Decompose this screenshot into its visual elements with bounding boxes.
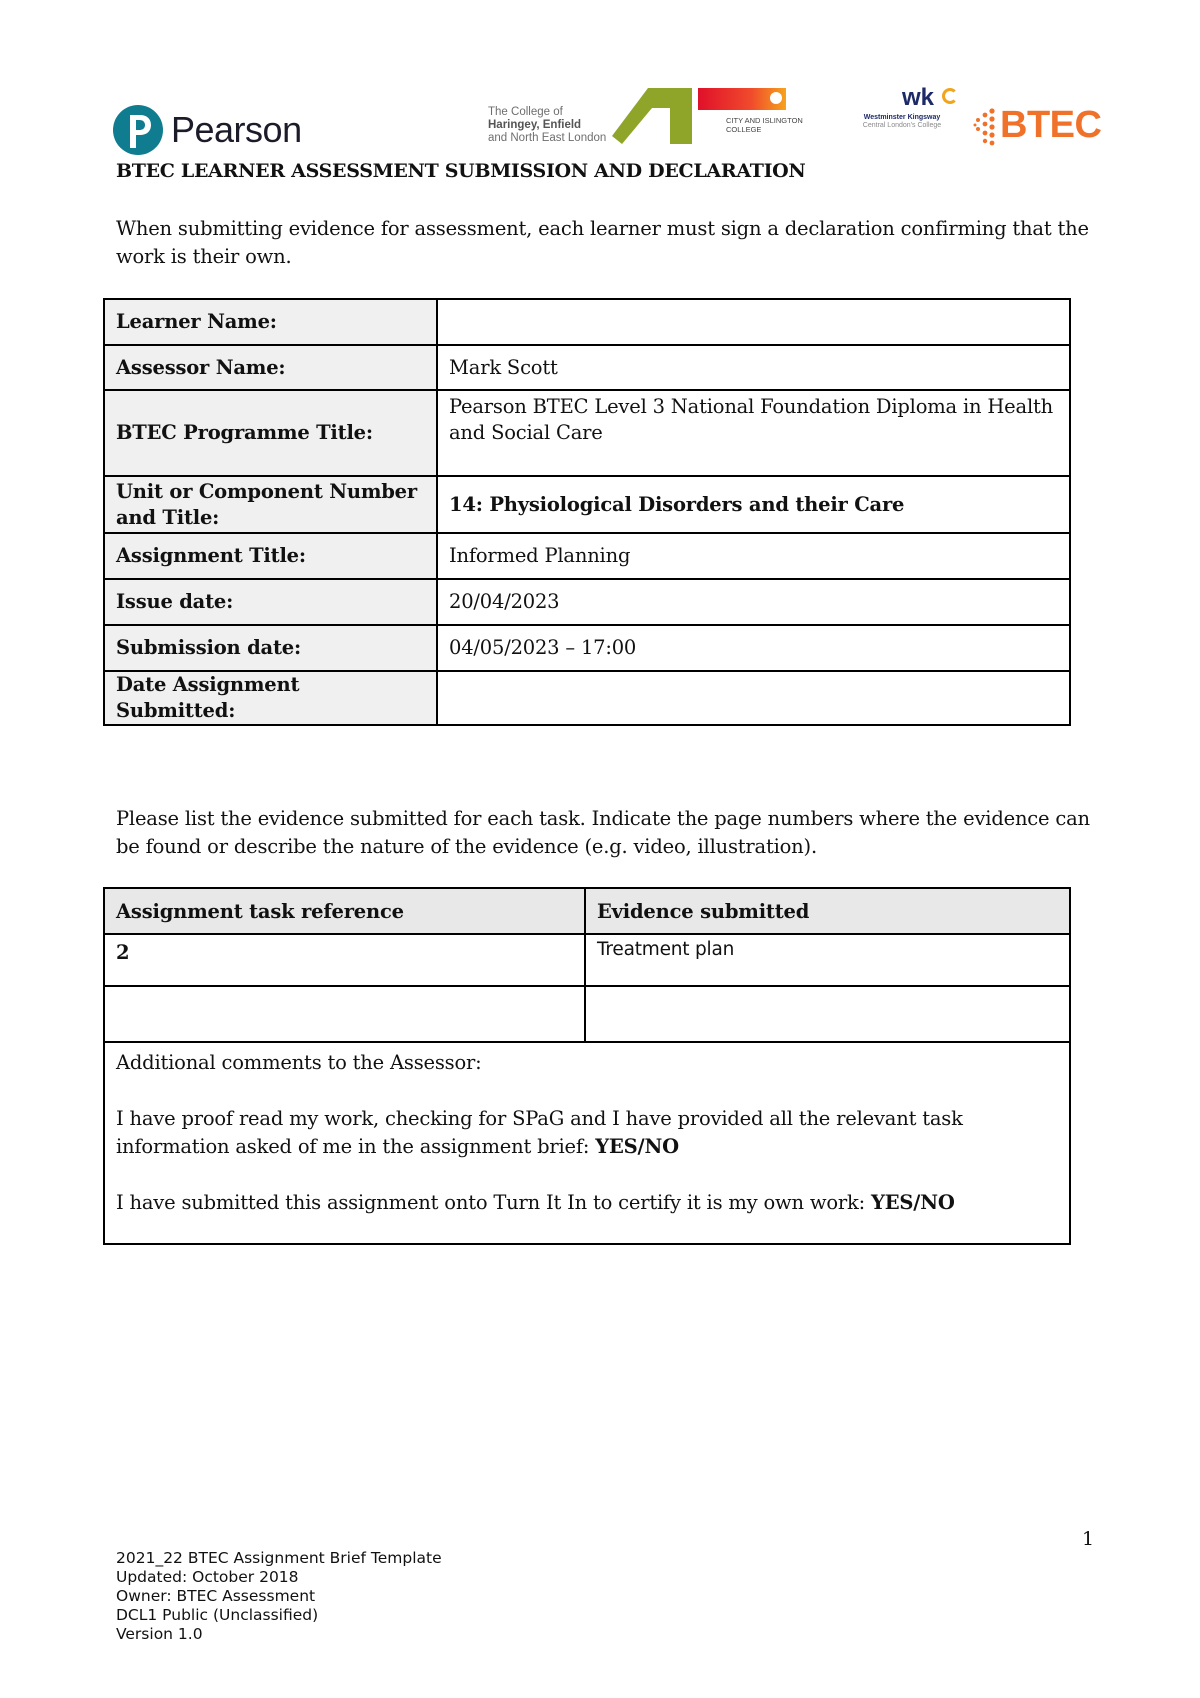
proofread-statement: I have proof read my work, checking for SPaG and I have provided all the relevant task information asked of me in the assignment brief: [116,1107,963,1158]
page-number: 1 [1082,1528,1095,1550]
footer [116,1549,442,1644]
footer-line: DCL1 Public (Unclassified) [116,1606,319,1624]
city-line-2: COLLEGE [726,125,762,134]
table-row [104,625,1070,671]
wk-wordmark: wk [902,84,935,111]
proofread-declaration [116,1105,1058,1161]
table-row [104,345,1070,390]
document-title: BTEC LEARNER ASSESSMENT SUBMISSION AND DECLARATION [116,160,806,182]
comments-label: Additional comments to the Assessor: [116,1051,482,1074]
turnitin-answer[interactable]: YES/NO [871,1191,955,1214]
table-row [104,299,1070,345]
btec-wordmark: BTEC [1000,104,1102,146]
footer-line: 2021_22 BTEC Assignment Brief Template [116,1549,442,1567]
college-haringey-text [488,106,606,145]
learner-name-field[interactable] [437,299,1070,345]
college-line-2: Haringey, Enfield [488,119,582,131]
learner-name-label: Learner Name: [104,299,437,345]
wk-line-2: Central London's College [862,122,942,129]
table-row [104,390,1070,476]
programme-title-label: BTEC Programme Title: [104,390,437,476]
city-islington-logo [698,86,816,138]
pearson-p-icon [113,104,163,156]
turnitin-declaration [116,1189,1058,1217]
proofread-answer[interactable]: YES/NO [595,1135,679,1158]
table-row [104,934,1070,986]
submission-date-value: 04/05/2023 – 17:00 [437,625,1070,671]
assignment-title-value: Informed Planning [437,533,1070,579]
turnitin-statement: I have submitted this assignment onto Turn It In to certify it is my own work: [116,1191,872,1214]
table-row [104,986,1070,1042]
programme-title-value: Pearson BTEC Level 3 National Foundation Diploma in Health and Social Care [437,390,1070,476]
city-line-1: CITY AND ISLINGTON [726,116,803,125]
wk-swirl-icon [942,88,958,104]
footer-line: Version 1.0 [116,1625,203,1643]
pearson-wordmark: Pearson [171,109,302,150]
table-row [104,476,1070,533]
issue-date-label: Issue date: [104,579,437,625]
submission-date-label: Submission date: [104,625,437,671]
table-row [104,533,1070,579]
unit-label: Unit or Component Number and Title: [104,476,437,533]
evidence-instructions: Please list the evidence submitted for each task. Indicate the page numbers where the evidence can be found or describe the nature of the evidence (e.g. video, illustration). [116,807,1090,858]
city-islington-text [726,116,803,134]
wk-text [852,114,952,130]
issue-date-value: 20/04/2023 [437,579,1070,625]
table-header-row [104,888,1070,934]
task-reference-cell[interactable]: 2 [104,934,585,986]
assessor-name-value: Mark Scott [437,345,1070,390]
unit-value: 14: Physiological Disorders and their Care [437,476,1070,533]
college-line-1: The College of [488,106,563,118]
evidence-cell[interactable] [585,986,1070,1042]
college-chevron-icon [612,86,692,144]
evidence-cell[interactable]: Treatment plan [585,934,1070,986]
btec-dots-icon [972,106,998,146]
college-haringey-logo [488,86,692,146]
date-submitted-label: Date Assignment Submitted: [104,671,437,725]
assignment-title-label: Assignment Title: [104,533,437,579]
city-islington-dot-icon [770,92,782,104]
westminster-kingsway-logo [852,86,952,136]
footer-line: Owner: BTEC Assessment [116,1587,316,1605]
additional-comments-box[interactable] [104,1042,1070,1244]
declaration-intro: When submitting evidence for assessment, each learner must sign a declaration confirming that the work is their own. [116,217,1089,268]
table-row [104,579,1070,625]
wk-line-1: Westminster Kingsway [863,114,941,121]
assessor-name-label: Assessor Name: [104,345,437,390]
task-reference-cell[interactable] [104,986,585,1042]
column-header-task-reference: Assignment task reference [104,888,585,934]
column-header-evidence: Evidence submitted [585,888,1070,934]
footer-line: Updated: October 2018 [116,1568,299,1586]
btec-logo [972,104,1101,147]
college-line-3: and North East London [488,132,607,144]
date-submitted-field[interactable] [437,671,1070,725]
learner-details-table [103,298,1071,726]
evidence-table [103,887,1071,1245]
pearson-logo [113,104,302,156]
table-row [104,671,1070,725]
table-row [104,1042,1070,1244]
